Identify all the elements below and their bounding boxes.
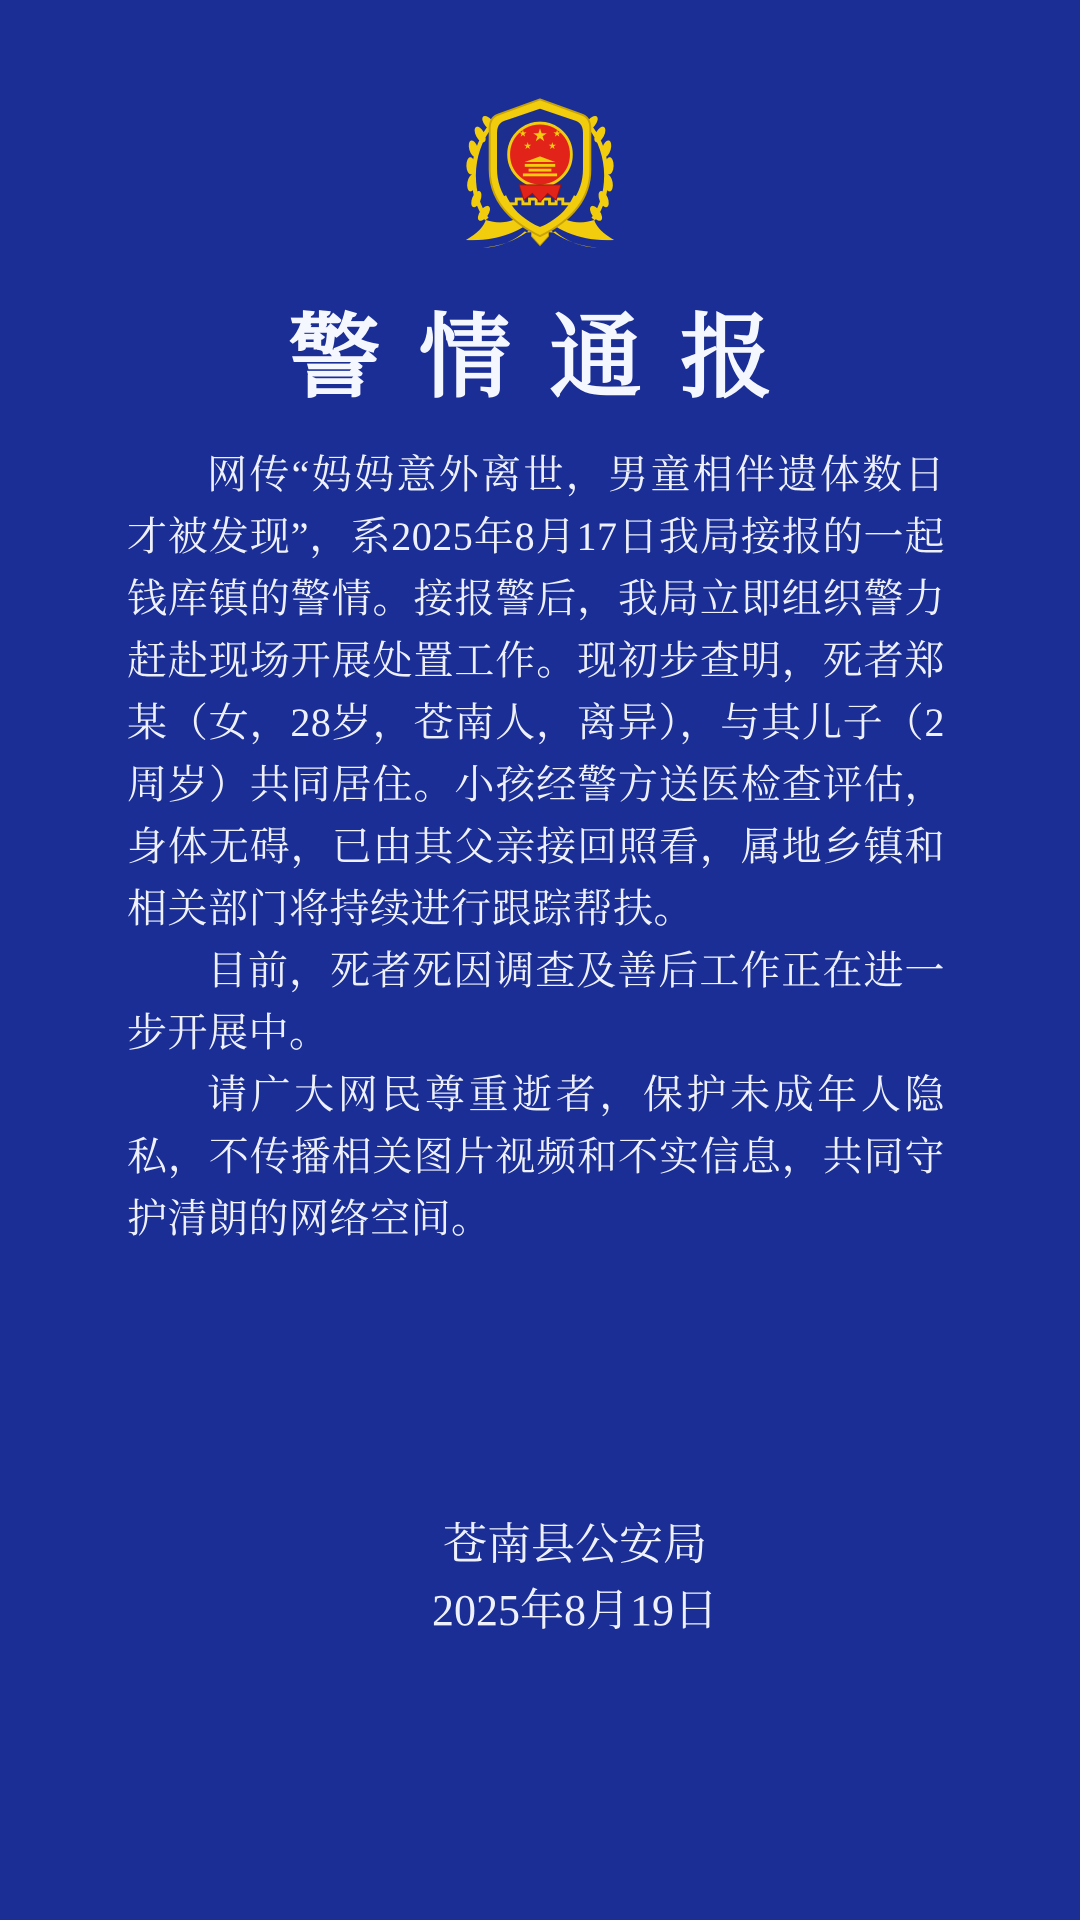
notice-title: 警情通报	[288, 307, 811, 409]
issue-date: 2025年8月19日	[432, 1586, 718, 1635]
notice-paragraph: 目前，死者死因调查及善后工作正在进一步开展中。	[127, 948, 945, 1055]
notice-footer	[0, 1512, 1080, 1644]
notice-paragraph: 网传“妈妈意外离世，男童相伴遗体数日才被发现”，系2025年8月17日我局接报的一起钱库镇的警情。接报警后，我局立即组织警力赶赴现场开展处置工作。现初步查明，死者郑某（女，28岁，苍南人，离异），与其儿子（2周岁）共同居住。小孩经警方送医检查评估，身体无碍，已由其父亲接回照看，属地乡镇和相关部门将持续进行跟踪帮扶。	[127, 452, 945, 931]
notice-body	[127, 444, 945, 1250]
notice-paragraph: 请广大网民尊重逝者，保护未成年人隐私，不传播相关图片视频和不实信息，共同守护清朗的网络空间。	[127, 1072, 945, 1241]
police-badge-icon	[445, 86, 635, 262]
issuer-name: 苍南县公安局	[443, 1520, 707, 1569]
